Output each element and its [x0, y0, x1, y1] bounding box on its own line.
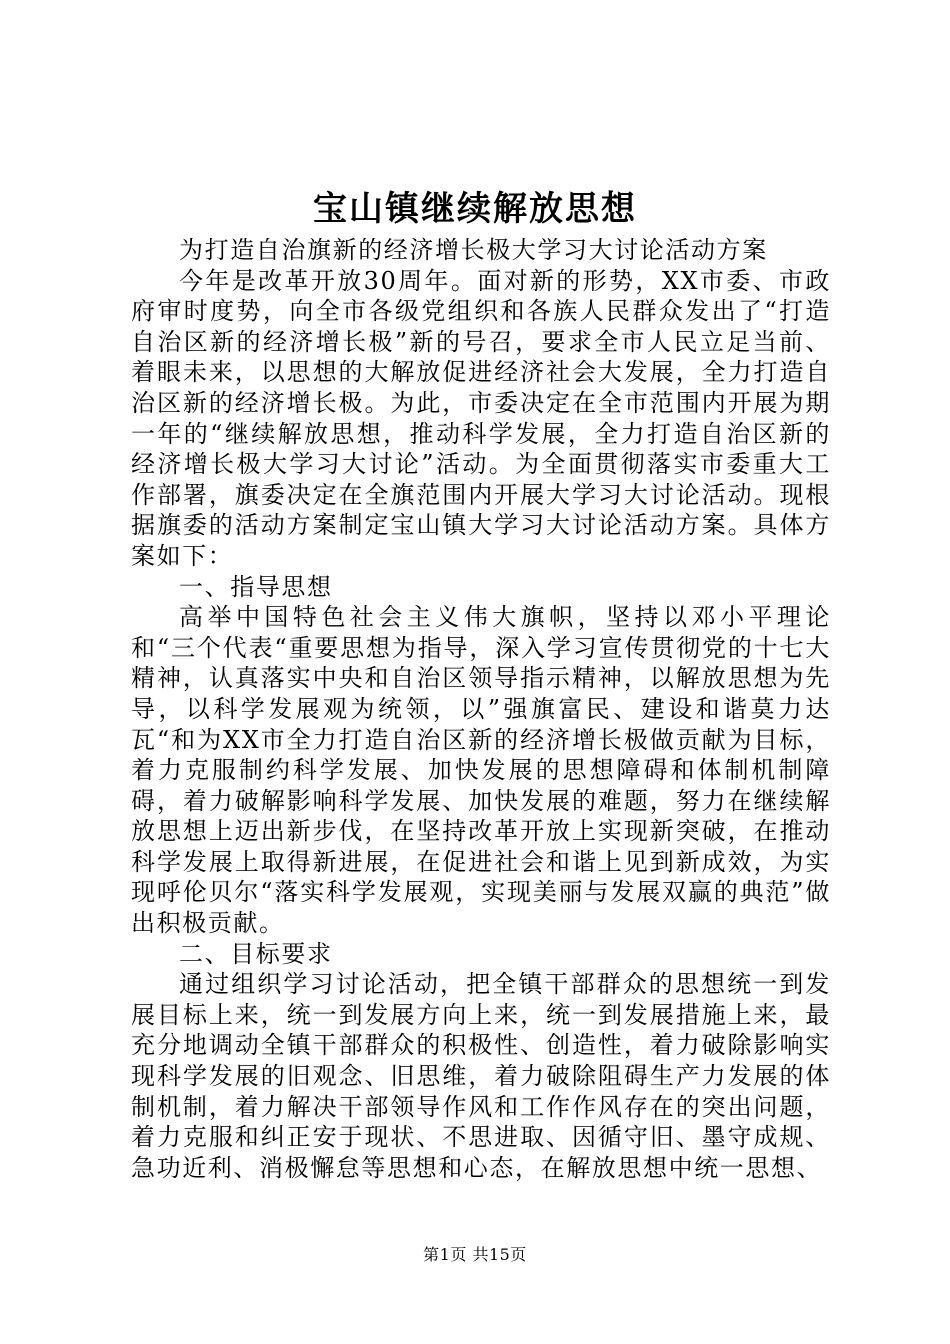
intro-paragraph: 今年是改革开放30周年。面对新的形势，XX市委、市政府审时度势，向全市各级党组织和各族人民群众发出了“打造自治区新的经济增长极”新的号召，要求全市人民立足当前、着眼未来，以思想的大解放促进经济社会大发展，全力打造自治区新的经济增长极。为此，市委决定在全市范围内开展为期一年的“继续解放思想，推动科学发展，全力打造自治区新的经济增长极大学习大讨论”活动。为全面贯彻落实市委重大工作部署，旗委决定在全旗范围内开展大学习大讨论活动。现根据旗委的活动方案制定宝山镇大学习大讨论活动方案。具体方案如下：	[131, 266, 831, 570]
plan-subtitle: 为打造自治旗新的经济增长极大学习大讨论活动方案	[179, 236, 768, 264]
guiding-ideology-paragraph: 高举中国特色社会主义伟大旗帜，坚持以邓小平理论和“三个代表“重要思想为指导，深入学习宣传贯彻党的十七大精神，认真落实中央和自治区领导指示精神，以解放思想为先导，以科学发展观为统领，以”强旗富民、建设和谐莫力达瓦“和为XX市全力打造自治区新的经济增长极做贡献为目标，着力克服制约科学发展、加快发展的思想障碍和体制机制障碍，着力破解影响科学发展、加快发展的难题，努力在继续解放思想上迈出新步伐，在坚持改革开放上实现新突破，在推动科学发展上取得新进展，在促进社会和谐上见到新成效，为实现呼伦贝尔“落实科学发展观，实现美丽与发展双赢的典范”做出积极贡献。	[131, 603, 831, 938]
section-heading-goals: 二、目标要求	[179, 939, 333, 968]
document-body	[131, 235, 831, 1183]
section-heading-guiding-ideology: 一、指导思想	[179, 572, 333, 601]
goals-paragraph: 通过组织学习讨论活动，把全镇干部群众的思想统一到发展目标上来，统一到发展方向上来，统一到发展措施上来，最充分地调动全镇干部群众的积极性、创造性，着力破除影响实现科学发展的旧观念、旧思维，着力破除阻碍生产力发展的体制机制，着力解决干部领导作风和工作作风存在的突出问题，着力克服和纠正安于现状、不思进取、因循守旧、墨守成规、急功近利、消极懈怠等思想和心态，在解放思想中统一思想、	[131, 970, 831, 1182]
document-title: 宝山镇继续解放思想	[313, 189, 637, 229]
page-number-footer: 第1页 共15页	[423, 1245, 527, 1264]
